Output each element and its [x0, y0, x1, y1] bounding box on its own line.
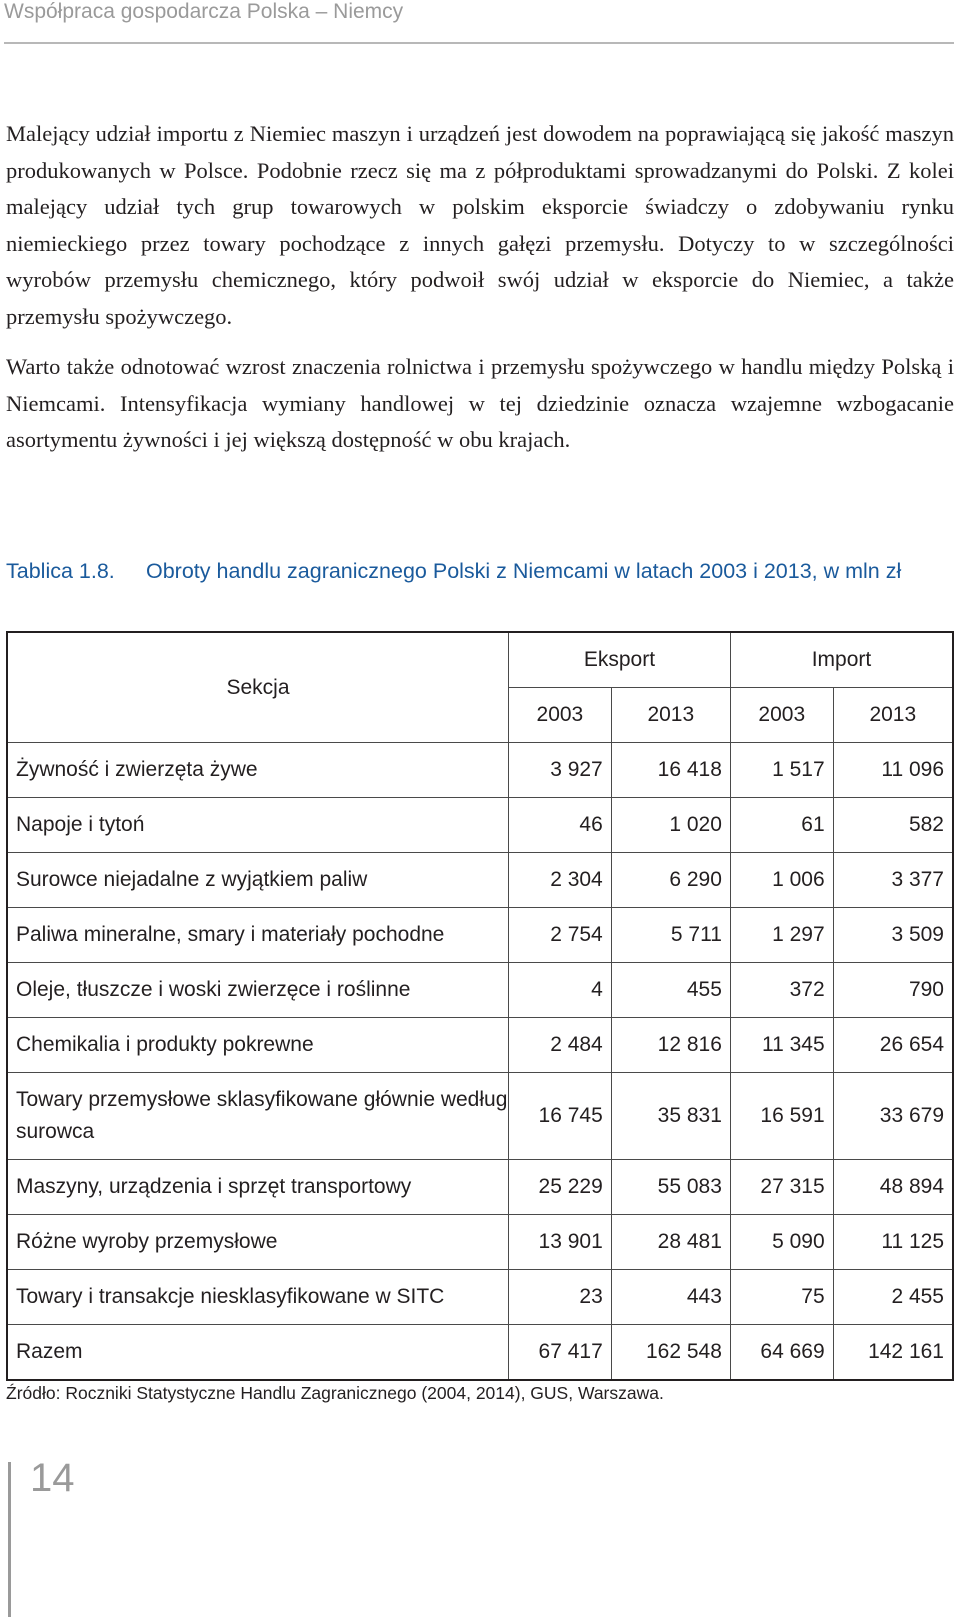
cell-value: 35 831: [611, 1073, 730, 1160]
table-row-total: [7, 1325, 953, 1381]
header-year: 2003: [730, 688, 833, 743]
header-section: Sekcja: [7, 632, 509, 743]
cell-value: 1 297: [730, 908, 833, 963]
cell-value: 582: [833, 798, 953, 853]
cell-value: 1 020: [611, 798, 730, 853]
row-label: Surowce niejadalne z wyjątkiem paliw: [7, 853, 509, 908]
cell-value: 1 006: [730, 853, 833, 908]
cell-value: 372: [730, 963, 833, 1018]
cell-value: 16 591: [730, 1073, 833, 1160]
cell-value: 2 455: [833, 1270, 953, 1325]
page-number: 14: [30, 1456, 75, 1500]
header-row-groups: [7, 632, 953, 688]
cell-value: 5 711: [611, 908, 730, 963]
header-year: 2003: [509, 688, 612, 743]
cell-value: 61: [730, 798, 833, 853]
header-divider: [4, 42, 954, 44]
table-row: [7, 908, 953, 963]
page-number-bar: [8, 1462, 11, 1617]
cell-value: 11 345: [730, 1018, 833, 1073]
row-label: Maszyny, urządzenia i sprzęt transportowy: [7, 1160, 509, 1215]
running-title: Współpraca gospodarcza Polska – Niemcy: [4, 0, 404, 23]
cell-value: 28 481: [611, 1215, 730, 1270]
cell-value: 33 679: [833, 1073, 953, 1160]
body-text: [6, 116, 954, 473]
cell-value: 55 083: [611, 1160, 730, 1215]
paragraph-2: Warto także odnotować wzrost znaczenia rolnictwa i przemysłu spożywczego w handlu między Polską i Niemcami. Intensyfikacja wymiany handlowej w tej dziedzinie oznacza wzajemne wzbogacanie asortymentu żywności i jej większą dostępność w obu krajach.: [6, 354, 954, 452]
cell-value: 162 548: [611, 1325, 730, 1381]
table-row: [7, 743, 953, 798]
trade-table: [6, 631, 954, 1381]
cell-value: 790: [833, 963, 953, 1018]
cell-value: 13 901: [509, 1215, 612, 1270]
cell-value: 26 654: [833, 1018, 953, 1073]
table-row: [7, 1073, 953, 1160]
row-label: Towary przemysłowe sklasyfikowane głównie według surowca: [7, 1073, 509, 1160]
cell-value: 11 125: [833, 1215, 953, 1270]
header-import: Import: [730, 632, 953, 688]
header-year: 2013: [833, 688, 953, 743]
cell-value: 6 290: [611, 853, 730, 908]
row-label: Napoje i tytoń: [7, 798, 509, 853]
cell-value: 3 509: [833, 908, 953, 963]
table-number: Tablica 1.8.: [6, 559, 115, 583]
cell-value: 25 229: [509, 1160, 612, 1215]
table-row: [7, 963, 953, 1018]
cell-value: 2 754: [509, 908, 612, 963]
cell-value: 64 669: [730, 1325, 833, 1381]
cell-value: 12 816: [611, 1018, 730, 1073]
table-row: [7, 798, 953, 853]
row-label: Oleje, tłuszcze i woski zwierzęce i roślinne: [7, 963, 509, 1018]
row-label: Różne wyroby przemysłowe: [7, 1215, 509, 1270]
table-row: [7, 1270, 953, 1325]
cell-value: 1 517: [730, 743, 833, 798]
row-label: Chemikalia i produkty pokrewne: [7, 1018, 509, 1073]
table-row: [7, 1018, 953, 1073]
header-export: Eksport: [509, 632, 731, 688]
cell-value: 2 304: [509, 853, 612, 908]
cell-value: 75: [730, 1270, 833, 1325]
row-label: Razem: [7, 1325, 509, 1381]
header-year: 2013: [611, 688, 730, 743]
table-row: [7, 1160, 953, 1215]
cell-value: 23: [509, 1270, 612, 1325]
cell-value: 5 090: [730, 1215, 833, 1270]
table-source: Źródło: Roczniki Statystyczne Handlu Zagranicznego (2004, 2014), GUS, Warszawa.: [6, 1383, 664, 1403]
cell-value: 46: [509, 798, 612, 853]
row-label: Paliwa mineralne, smary i materiały pochodne: [7, 908, 509, 963]
cell-value: 3 377: [833, 853, 953, 908]
cell-value: 16 745: [509, 1073, 612, 1160]
table-row: [7, 1215, 953, 1270]
cell-value: 11 096: [833, 743, 953, 798]
cell-value: 142 161: [833, 1325, 953, 1381]
row-label: Towary i transakcje niesklasyfikowane w SITC: [7, 1270, 509, 1325]
table-row: [7, 853, 953, 908]
cell-value: 455: [611, 963, 730, 1018]
cell-value: 4: [509, 963, 612, 1018]
cell-value: 27 315: [730, 1160, 833, 1215]
cell-value: 3 927: [509, 743, 612, 798]
cell-value: 16 418: [611, 743, 730, 798]
cell-value: 48 894: [833, 1160, 953, 1215]
cell-value: 443: [611, 1270, 730, 1325]
table-title: Obroty handlu zagranicznego Polski z Niemcami w latach 2003 i 2013, w mln zł: [146, 559, 902, 583]
cell-value: 67 417: [509, 1325, 612, 1381]
paragraph-1: Malejący udział importu z Niemiec maszyn i urządzeń jest dowodem na poprawiającą się jakość maszyn produkowanych w Polsce. Podobnie rzecz się ma z półproduktami sprowadzanymi do Polski. Z kolei malejący udział tych grup towarowych w polskim eksporcie świadczy o zdobywaniu rynku niemieckiego przez towary pochodzące z innych gałęzi przemysłu. Dotyczy to w szczególności wyrobów przemysłu chemicznego, który podwoił swój udział w eksporcie do Niemiec, a także przemysłu spożywczego.: [6, 121, 954, 329]
cell-value: 2 484: [509, 1018, 612, 1073]
row-label: Żywność i zwierzęta żywe: [7, 743, 509, 798]
